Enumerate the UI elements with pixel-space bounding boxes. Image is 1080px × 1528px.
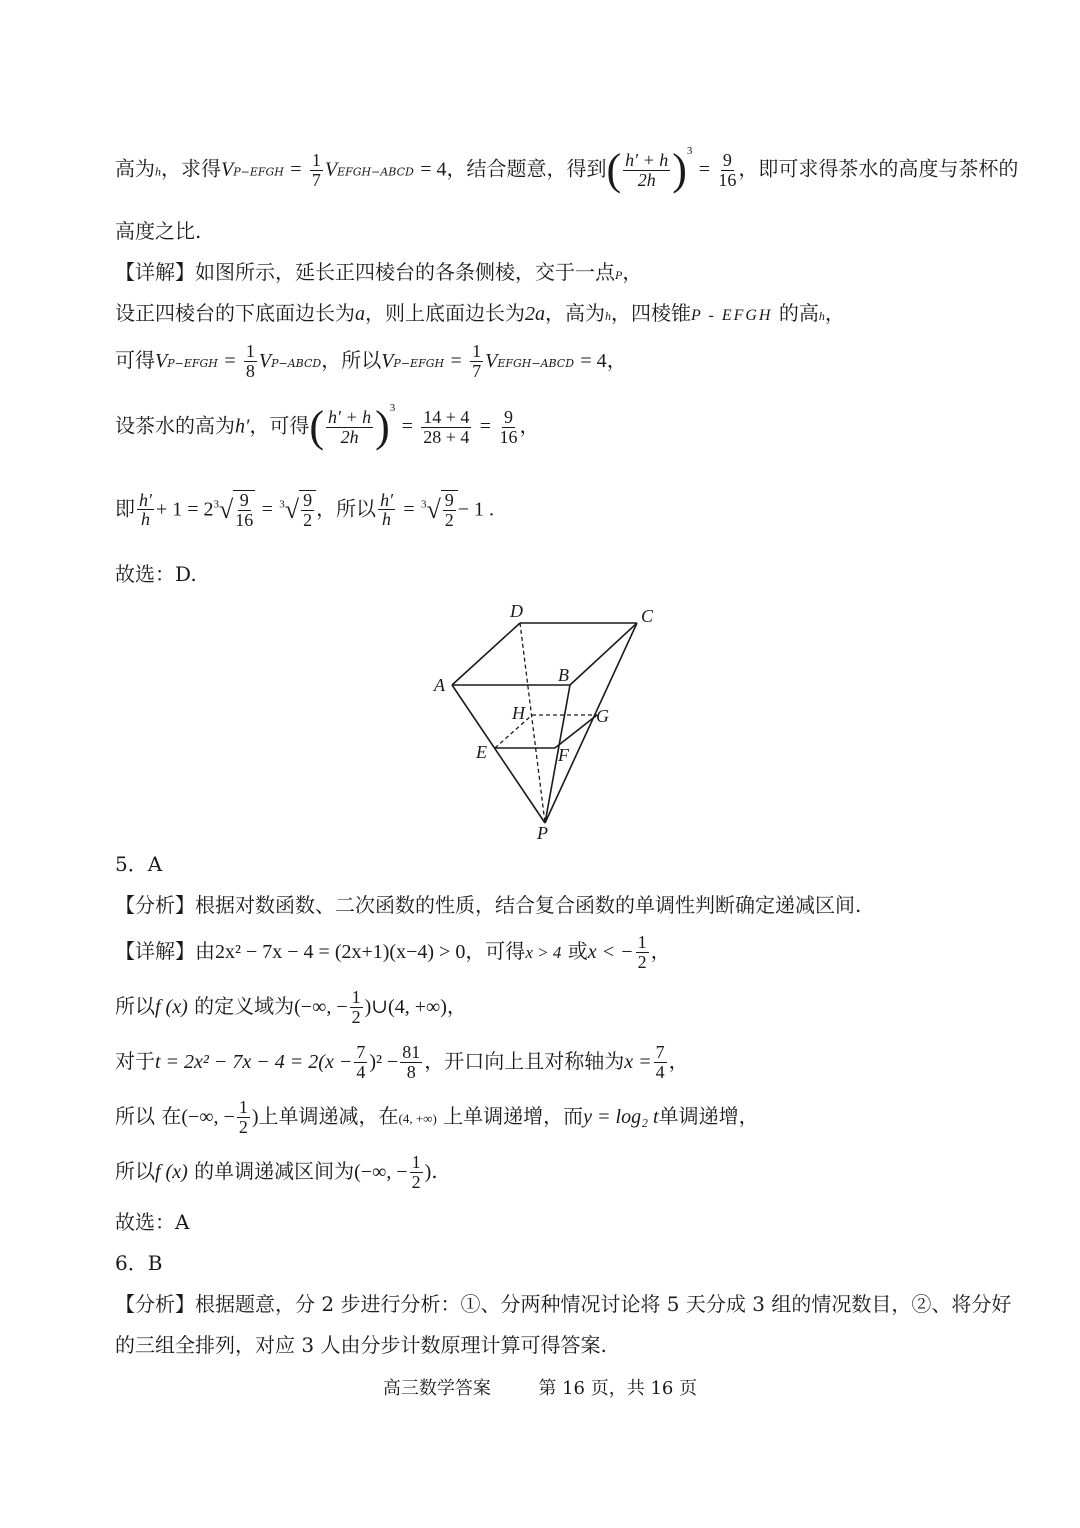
q5-monotone: 所以 在(−∞, − $\frac{1}{2}$ )上单调递减，在(4, +∞) 上单调递增，而y = log₂ t单调递增， bbox=[115, 1097, 759, 1137]
label-A: A bbox=[434, 675, 445, 695]
line-2: 高度之比. bbox=[115, 219, 202, 243]
q6-analysis-1: 【分析】根据题意，分 2 步进行分析：①、分两种情况讨论将 5 天分成 3 组的情况数目，②、将分好 bbox=[115, 1292, 1012, 1316]
q5-answer: 5．A bbox=[115, 852, 163, 876]
line-7: 即 $\frac{h'}{h}$ + $1 = 2^3√$ $\frac{9}{16}$ = $^3$√ $\frac{9}{2}$ ，所以 $\frac{h'}{h}$ = $^3$√ $\frac{9}{2}$ − 1 . bbox=[115, 489, 495, 530]
edge-AD bbox=[452, 623, 520, 685]
footer-page-number: 第 16 页，共 16 页 bbox=[538, 1378, 698, 1399]
q6-analysis-2: 的三组全排列，对应 3 人由分步计数原理计算可得答案. bbox=[115, 1333, 607, 1357]
edge-AP bbox=[452, 685, 545, 823]
q5-result: 所以f (x) 的单调递减区间为(−∞, − $\frac{1}{2}$ ). bbox=[115, 1152, 438, 1192]
q5-choice: 故选：A bbox=[115, 1210, 190, 1234]
frustum-diagram bbox=[420, 595, 680, 840]
page-footer bbox=[0, 1374, 1080, 1400]
label-F: F bbox=[558, 745, 569, 765]
edge-CP bbox=[545, 623, 637, 823]
label-C: C bbox=[641, 606, 654, 626]
edge-CB bbox=[570, 623, 637, 685]
label-D: D bbox=[510, 601, 523, 621]
q5-analysis: 【分析】根据对数函数、二次函数的性质，结合复合函数的单调性判断确定递减区间. bbox=[115, 893, 862, 917]
q5-axis: 对于t = 2x² − 7x − 4 = 2(x − $\frac{7}{4}$ )² − $\frac{81}{8}$ ，开口向上且对称轴为x = $\frac{7}{4}$ ， bbox=[115, 1042, 689, 1082]
q5-domain: 所以f (x) 的定义域为(−∞, − $\frac{1}{2}$ )∪(4, +∞)， bbox=[115, 987, 467, 1027]
line-6: 设茶水的高为h′，可得( $\frac{h' + h}{2h}$ )$^3$ = $\frac{14 + 4}{28 + 4}$ = $\frac{9}{16}$ ， bbox=[115, 401, 540, 451]
line-8: 故选：D. bbox=[115, 562, 197, 586]
label-P: P bbox=[537, 823, 548, 840]
line-1: 高为h，求得VP−EFGH = $\frac{1}{7}$ VEFGH−ABCD = 4，结合题意，得到( $\frac{h' + h}{2h}$ )$^3$ = $\frac{9}{16}$ ，即可求得茶水的高度与茶杯的 bbox=[115, 144, 1019, 194]
fraction: $\frac{1}{7}$ bbox=[311, 149, 321, 190]
line-4: 设正四棱台的下底面边长为a，则上底面边长为2a，高为h，四棱锥P - EFGH 的高h， bbox=[115, 301, 845, 325]
label-H: H bbox=[512, 703, 525, 723]
q6-answer: 6．B bbox=[115, 1251, 163, 1275]
footer-subject: 高三数学答案 bbox=[382, 1378, 491, 1399]
label-E: E bbox=[476, 742, 487, 762]
line-3: 【详解】如图所示，延长正四棱台的各条侧棱，交于一点P， bbox=[115, 260, 643, 284]
label-G: G bbox=[596, 706, 609, 726]
label-B: B bbox=[558, 665, 569, 685]
line-5: 可得VP−EFGH = $\frac{1}{8}$ VP−ABCD，所以VP−EFGH = $\frac{1}{7}$ VEFGH−ABCD = 4， bbox=[115, 341, 627, 381]
q5-detail: 【详解】由2x² − 7x − 4 = (2x+1)(x−4) > 0，可得x > 4 或x < − $\frac{1}{2}$ ， bbox=[115, 932, 671, 972]
